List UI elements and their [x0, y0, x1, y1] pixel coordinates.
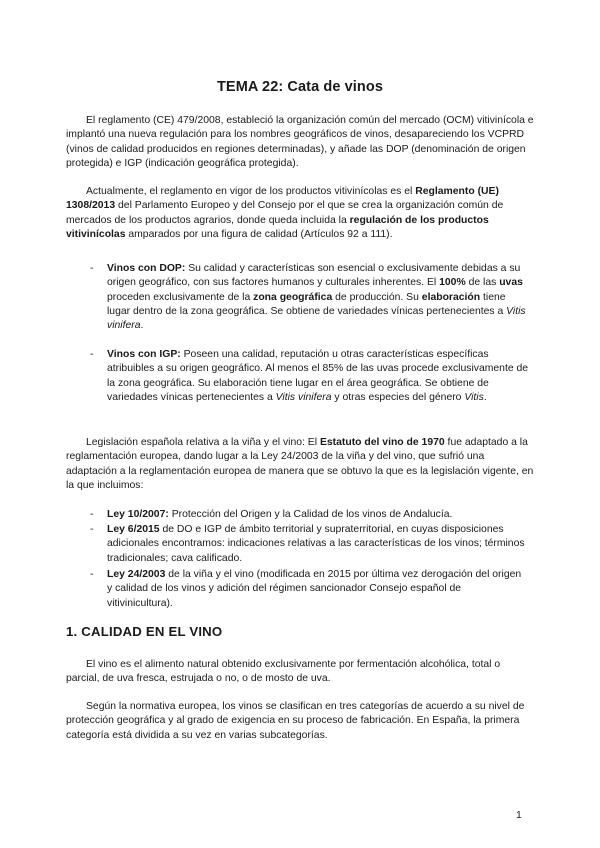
law-item: Ley 10/2007: Protección del Origen y la Calidad de los vinos de Andalucía. [107, 509, 453, 520]
italic-vitis-vinifera: Vitis vinifera [107, 305, 526, 332]
bullet-vinos-igp: Vinos con IGP: Poseen una calidad, reputación u otras características específicas atribuibles a su origen geográfico. Al menos el 85% de las uvas procede exclusivamente de la zona geográfica. Su elaboración tiene lugar en el área geográfica. Se obtiene de variedades vínicas pertenecientes a Vitis vinifera y otras especies del género Vitis. [107, 349, 529, 403]
bold-regulacion: regulación de los productos vitivinícolas [66, 214, 489, 240]
bullet-dash: - [90, 524, 94, 535]
section-heading: 1. CALIDAD EN EL VINO [66, 624, 223, 639]
paragraph-reglamento-ue: Actualmente, el reglamento en vigor de los productos vitivinícolas es el Reglamento (UE) 1308/2013 del Parlamento Europeo y del Consejo por el que se crea la organización común de mercados de los productos agrarios, donde queda incluida la regulación de los productos vitivinícolas amparados por una figura de calidad (Artículos 92 a 111). [66, 186, 504, 240]
bold-label-igp: Vinos con IGP: [107, 349, 181, 360]
bold-reglamento-ue: Reglamento (UE) 1308/2013 [66, 186, 499, 212]
bullet-dash: - [90, 263, 94, 274]
bullet-dash: - [90, 349, 94, 360]
law-item: Ley 24/2003 de la viña y el vino (modificada en 2015 por última vez derogación del origen y calidad de los vinos y adición del régimen sancionador Consejo español de vitivinicultura). [107, 569, 522, 609]
law-item: Ley 6/2015 de DO e IGP de ámbito territorial y supraterritorial, en cuyas disposiciones adicionales encontramos: indicaciones relativas a las características de los vinos; términos tradicionales; cava calificado. [107, 524, 525, 564]
paragraph-normativa-europea: Según la normativa europea, los vinos se clasifican en tres categorías de acuerdo a su nivel de protección geográfica y al grado de exigencia en su proceso de fabricación. En España, la primera categoría está dividida a su vez en varias subcategorías. [66, 701, 525, 741]
bullet-dash: - [90, 509, 94, 520]
bold-estatuto: Estatuto del vino de 1970 [319, 437, 445, 448]
paragraph-legislacion-espanola: Legislación española relativa a la viña y el vino: El Estatuto del vino de 1970 fue adaptado a la reglamentación europea, dando lugar a la Ley 24/2003 de la viña y del vino, que sufrió una adaptación a la reglamentación europea de manera que se obtuvo la que es la legislación vigente, en la que incluimos: [66, 437, 534, 491]
page-number: 1 [516, 810, 522, 821]
bullet-dash: - [90, 569, 94, 580]
bold-label-dop: Vinos con DOP: [107, 263, 186, 274]
page-title: TEMA 22: Cata de vinos [216, 79, 384, 95]
bullet-vinos-dop: Vinos con DOP: Su calidad y características son esencial o exclusivamente debidas a su origen geográfico, con sus factores humanos y culturales inherentes. El 100% de las uvas proceden exclusivamente de la zona geográfica de producción. Su elaboración tiene lugar dentro de la zona geográfica. Se obtiene de variedades vínicas pertenecientes a Vitis vinifera. [107, 263, 526, 332]
paragraph-definicion-vino: El vino es el alimento natural obtenido exclusivamente por fermentación alcohólica, total o parcial, de uva fresca, estrujada o no, o de mosto de uva. [66, 659, 501, 685]
paragraph-reglamento-ce: El reglamento (CE) 479/2008, estableció la organización común del mercado (OCM) vitivinícola e implantó una nueva regulación para los nombres geográficos de vinos, desapareciendo los VCPRD (vinos de calidad producidos en regiones determinadas), y añade las DOP (denominación de origen protegida) e IGP (indicación geográfica protegida). [66, 115, 534, 169]
